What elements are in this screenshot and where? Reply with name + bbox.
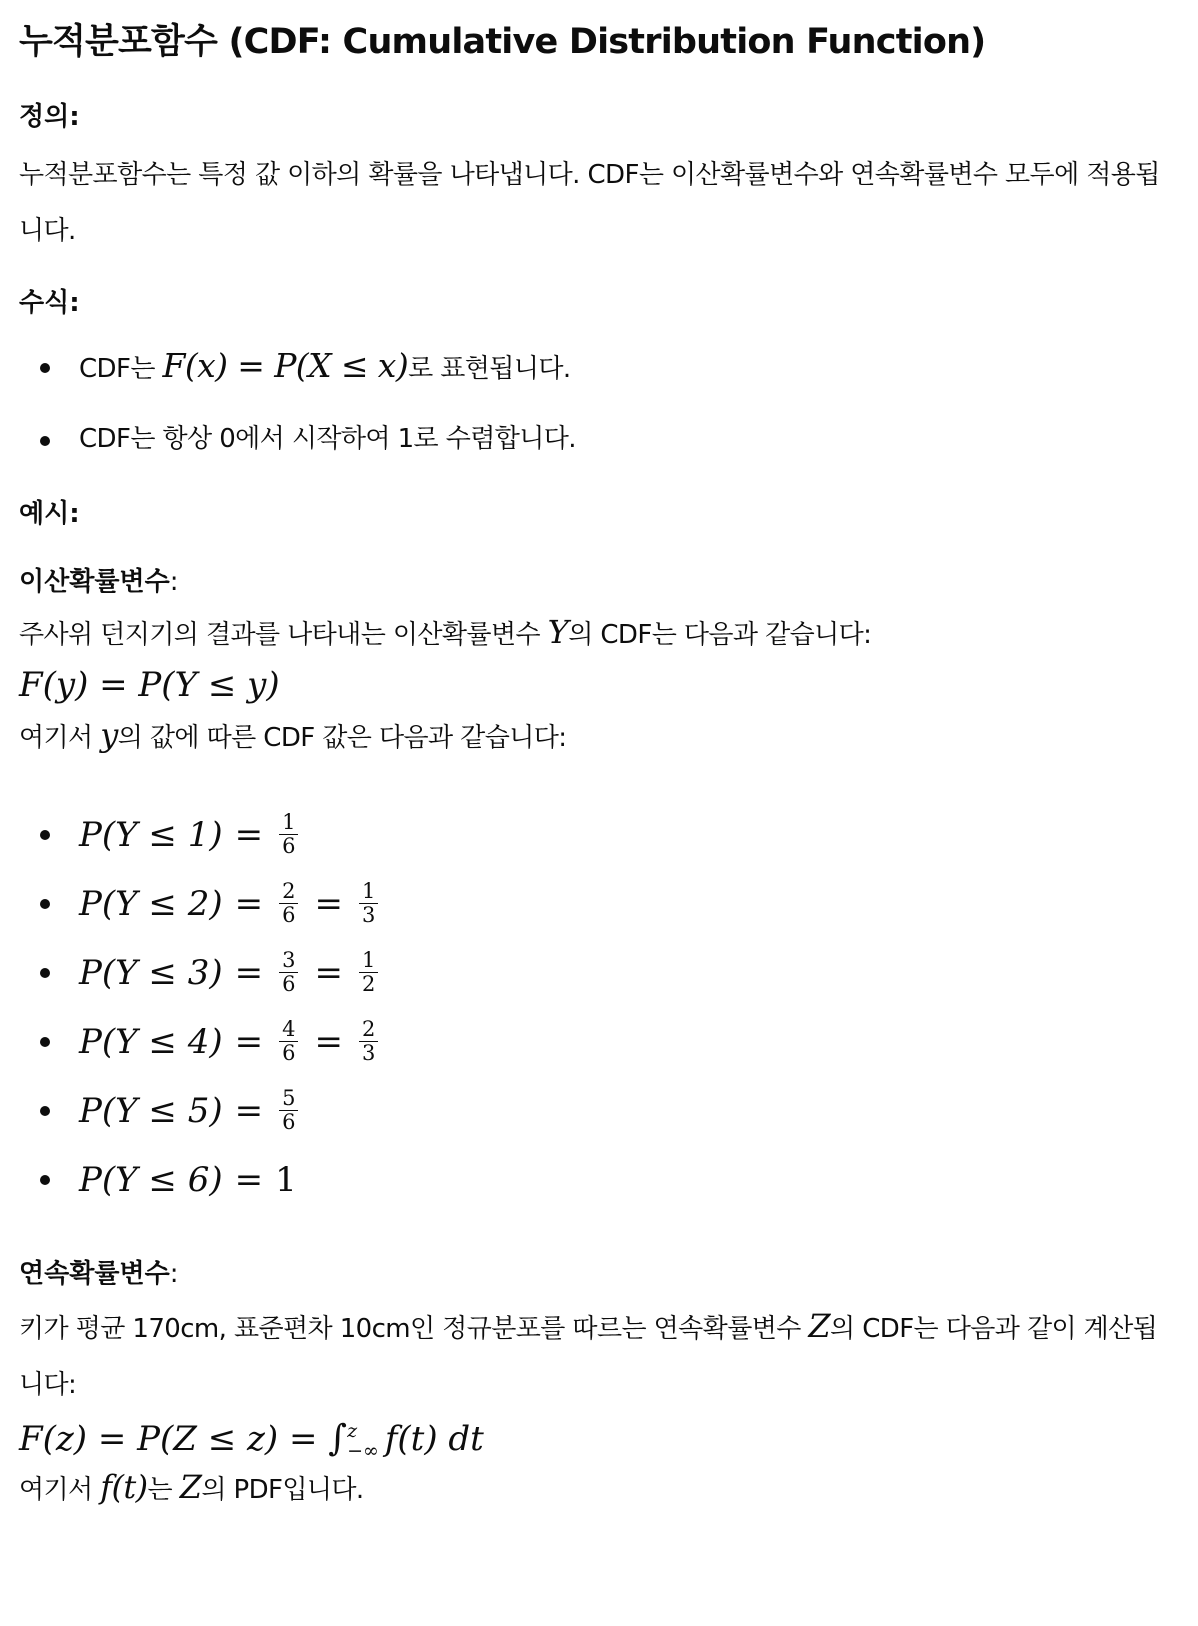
list-item	[19, 1007, 1179, 1076]
list-item	[19, 800, 1179, 869]
integral-upper-limit: z	[347, 1420, 358, 1442]
continuous-note-var: f(t)	[100, 1468, 148, 1506]
fraction	[279, 1088, 298, 1133]
list-item	[19, 1145, 1179, 1214]
continuous-formula-rhs: f(t) dt	[384, 1419, 484, 1459]
formula-heading: 수식:	[19, 288, 80, 318]
discrete-values-var: y	[100, 716, 118, 754]
fraction-denominator: 3	[361, 1041, 376, 1065]
continuous-intro-suffix: 의 CDF는 다음과 같이 계산됩니다:	[19, 1314, 1158, 1400]
equals-sign: =	[234, 814, 264, 855]
equals-sign: =	[234, 1090, 264, 1131]
continuous-note-prefix: 여기서	[19, 1475, 101, 1505]
discrete-intro	[19, 610, 1179, 657]
cdf-value-lhs: P(Y ≤ 5)	[79, 1090, 223, 1131]
continuous-heading-text: 연속확률변수	[19, 1259, 170, 1289]
continuous-intro-prefix: 키가 평균 170cm, 표준편차 10cm인 정규분포를 따르는 연속확률변수	[19, 1314, 809, 1344]
fraction	[279, 950, 298, 995]
continuous-heading	[19, 1254, 1179, 1294]
discrete-values-intro	[19, 713, 1179, 760]
continuous-var: Z	[808, 1307, 831, 1345]
fraction	[359, 881, 378, 926]
discrete-formula: F(y) = P(Y ≤ y)	[19, 665, 280, 705]
formula-list	[19, 331, 1179, 474]
fraction-denominator: 6	[282, 834, 296, 858]
continuous-formula-lhs: F(z) = P(Z ≤ z) =	[19, 1419, 329, 1459]
fraction-denominator: 6	[282, 1041, 296, 1065]
discrete-intro-prefix: 주사위 던지기의 결과를 나타내는 이산확률변수	[19, 620, 548, 650]
continuous-note-suffix: 의 PDF입니다.	[201, 1475, 364, 1505]
cdf-value-lhs: P(Y ≤ 6)	[79, 1159, 223, 1200]
fraction	[279, 1019, 298, 1064]
continuous-note-mid: 는	[147, 1475, 180, 1505]
fraction-denominator: 2	[361, 972, 376, 996]
fraction-numerator: 1	[359, 881, 378, 904]
equals-sign: =	[314, 1021, 343, 1062]
list-item	[19, 404, 1179, 474]
fraction-denominator: 6	[282, 972, 296, 996]
equals-sign: =	[234, 1159, 264, 1200]
list-item	[19, 331, 1179, 404]
formula-item-prefix: CDF는	[79, 354, 163, 384]
discrete-intro-suffix: 의 CDF는 다음과 같습니다:	[568, 620, 872, 650]
formula-item-suffix: 로 표현됩니다.	[408, 354, 571, 384]
cdf-value-whole: 1	[275, 1159, 297, 1200]
fraction-numerator: 2	[359, 1019, 378, 1042]
fraction-numerator: 2	[279, 881, 298, 904]
fraction-denominator: 6	[282, 903, 296, 927]
discrete-heading-text: 이산확률변수	[19, 567, 170, 597]
fraction-numerator: 4	[279, 1019, 298, 1042]
cdf-values-list	[19, 800, 1179, 1214]
formula-item-text: CDF는 항상 0에서 시작하여 1로 수렴합니다.	[79, 424, 576, 454]
discrete-values-suffix: 의 값에 따른 CDF 값은 다음과 같습니다:	[117, 723, 567, 753]
integral-sign: ∫	[328, 1418, 348, 1459]
continuous-formula	[19, 1413, 1179, 1465]
list-item	[19, 869, 1179, 938]
list-item	[19, 938, 1179, 1007]
fraction-numerator: 1	[279, 812, 298, 835]
discrete-values-prefix: 여기서	[19, 723, 101, 753]
cdf-value-lhs: P(Y ≤ 1)	[79, 814, 223, 855]
fraction-denominator: 3	[361, 903, 376, 927]
examples-heading: 예시:	[19, 499, 80, 529]
continuous-heading-colon: :	[169, 1259, 179, 1289]
list-item	[19, 1076, 1179, 1145]
fraction	[359, 1019, 378, 1064]
cdf-formula: F(x) = P(X ≤ x)	[162, 346, 409, 385]
discrete-var: Y	[547, 613, 569, 651]
continuous-intro	[19, 1298, 1179, 1413]
equals-sign: =	[234, 883, 264, 924]
definition-heading: 정의:	[19, 102, 80, 132]
fraction	[359, 950, 378, 995]
equals-sign: =	[314, 883, 343, 924]
equals-sign: =	[314, 952, 343, 993]
integral-lower-limit: −∞	[347, 1440, 379, 1462]
page-title: 누적분포함수 (CDF: Cumulative Distribution Function)	[19, 22, 986, 62]
definition-text: 누적분포함수는 특정 값 이하의 확률을 나타냅니다. CDF는 이산확률변수와 연속확률변수 모두에 적용됩니다.	[19, 160, 1160, 246]
fraction	[279, 812, 298, 857]
continuous-note	[19, 1465, 1179, 1512]
fraction-numerator: 5	[279, 1088, 298, 1111]
fraction	[279, 881, 298, 926]
fraction-denominator: 6	[282, 1110, 296, 1134]
discrete-heading	[19, 562, 1179, 602]
cdf-value-lhs: P(Y ≤ 3)	[79, 952, 223, 993]
equals-sign: =	[234, 1021, 264, 1062]
fraction-numerator: 3	[279, 950, 298, 973]
cdf-value-lhs: P(Y ≤ 2)	[79, 883, 223, 924]
equals-sign: =	[234, 952, 264, 993]
fraction-numerator: 1	[359, 950, 378, 973]
cdf-value-lhs: P(Y ≤ 4)	[79, 1021, 223, 1062]
discrete-heading-colon: :	[169, 567, 179, 597]
continuous-note-var2: Z	[179, 1468, 202, 1506]
